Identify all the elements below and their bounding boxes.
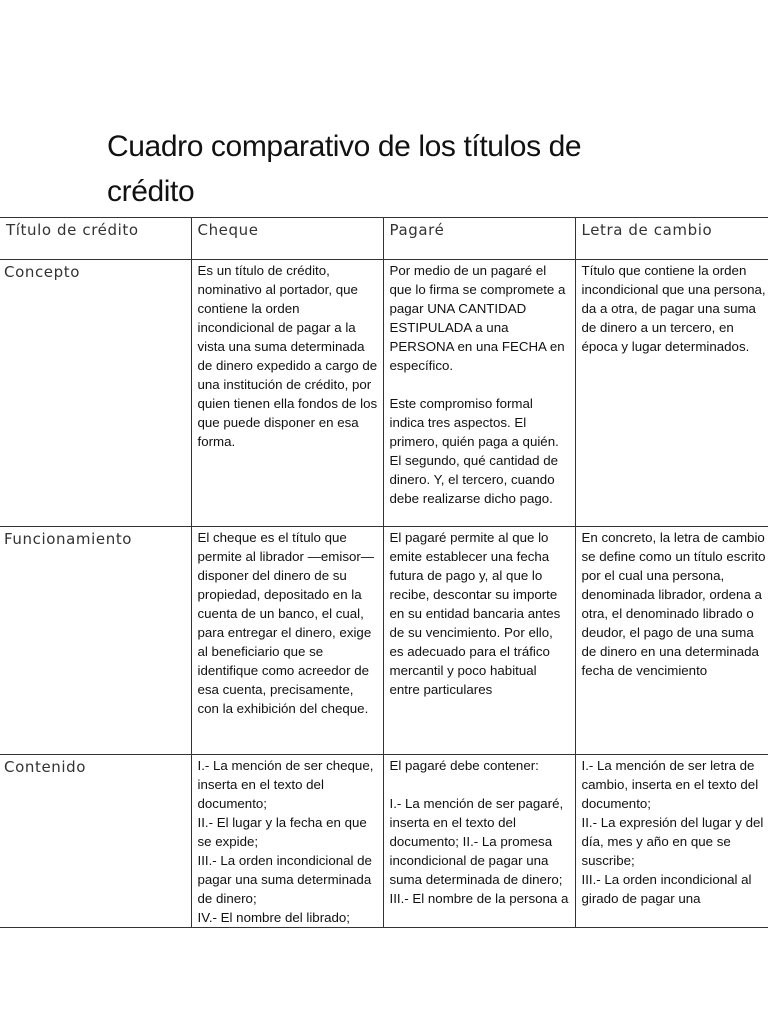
page-title: Cuadro comparativo de los títulos de crédito (107, 130, 582, 208)
cell-text: Título que contiene la orden incondicional que una persona, da a otra, de pagar una suma de dinero a un tercero, en época y lugar determinados. (581, 263, 766, 354)
cell-text: El cheque es el título que permite al librador —emisor— disponer del dinero de su propiedad, depositado en la cuenta de un banco, el cual, para entregar el dinero, exige al beneficiario que se identifique como acreedor de esa cuenta, precisamente, con la exhibición del cheque. (197, 530, 375, 716)
cell-text: En concreto, la letra de cambio se define como un título escrito por el cual una persona, denominada librador, ordena a otra, el denominado librado o deudor, el pago de una suma de dinero en una determinada fecha de vencimiento (581, 530, 766, 678)
cell-text: El pagaré permite al que lo emite establecer una fecha futura de pago y, al que lo recibe, descontar su importe en su entidad bancaria antes de su vencimiento. Por ello, es adecuado para el tráfico mercantil y poco habitual entre particulares (389, 530, 561, 697)
cell-text: Es un título de crédito, nominativo al portador, que contiene la orden incondicional de pagar a la vista una suma determinada de dinero expedido a cargo de una institución de crédito, por quien tienen ella fondos de los que puede disponer en esa forma. (197, 263, 378, 449)
cell-concepto-cheque (191, 260, 383, 527)
cell-funcionamiento-pagare (383, 527, 575, 755)
header-titulo-de-credito: Título de crédito (0, 218, 191, 260)
row-label-funcionamiento: Funcionamiento (0, 527, 191, 755)
header-cheque: Cheque (191, 218, 383, 260)
table-row-funcionamiento (0, 527, 768, 755)
table-row-concepto (0, 260, 768, 527)
cell-text: El pagaré debe contener: (389, 758, 539, 773)
row-label-concepto: Concepto (0, 260, 191, 527)
cell-text: I.- La mención de ser pagaré, inserta en el texto del documento; II.- La promesa incondicional de pagar una suma determinada de dinero; III.- El nombre de la persona a (389, 796, 569, 906)
cell-funcionamiento-cheque (191, 527, 383, 755)
cell-text: Este compromiso formal indica tres aspectos. El primero, quién paga a quién. El segundo, qué cantidad de dinero. Y, el tercero, cuando debe realizarse dicho pago. (389, 396, 559, 506)
table-row-contenido (0, 755, 768, 928)
row-label-contenido: Contenido (0, 755, 191, 928)
cell-text: Por medio de un pagaré el que lo firma se compromete a pagar UNA CANTIDAD ESTIPULADA a una PERSONA en una FECHA en específico. (389, 263, 566, 373)
cell-text: I.- La mención de ser letra de cambio, inserta en el texto del documento; II.- La expresión del lugar y del día, mes y año en que se suscribe; III.- La orden incondicional al girado de pagar una (581, 758, 764, 906)
cell-text: I.- La mención de ser cheque, inserta en el texto del documento; II.- El lugar y la fecha en que se expide; III.- La orden incondicional de pagar una suma determinada de dinero; IV.- El nombre del librado; (197, 758, 374, 925)
cell-contenido-pagare (383, 755, 575, 928)
cell-contenido-letra (575, 755, 768, 928)
cell-concepto-pagare (383, 260, 575, 527)
cell-contenido-cheque (191, 755, 383, 928)
cell-concepto-letra (575, 260, 768, 527)
comparison-table (0, 217, 768, 928)
header-pagare: Pagaré (383, 218, 575, 260)
table-header-row (0, 218, 768, 260)
header-letra-de-cambio: Letra de cambio (575, 218, 768, 260)
cell-funcionamiento-letra (575, 527, 768, 755)
